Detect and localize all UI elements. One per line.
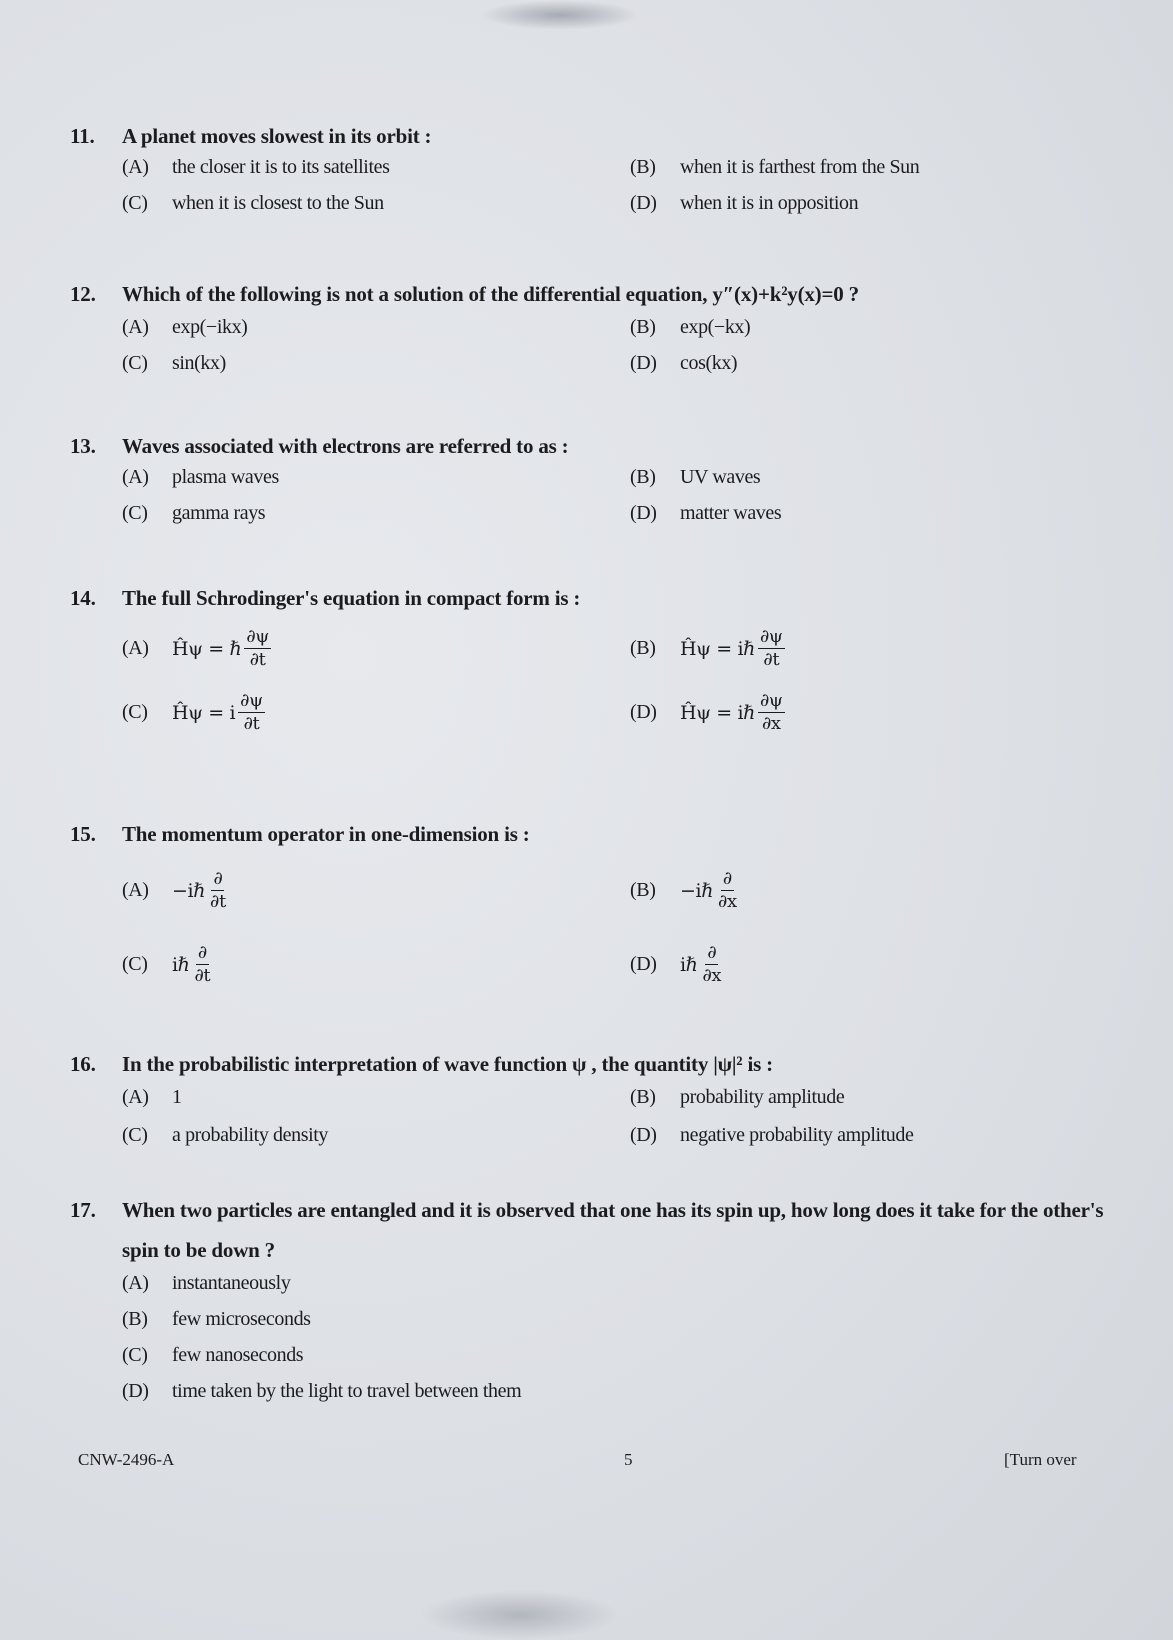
- question-stem: Which of the following is not a solution of the differential equation, y″(x)+k²y(x)=0 ?: [122, 282, 859, 306]
- option-d: (D) time taken by the light to travel between them: [122, 1380, 522, 1402]
- question-stem: The momentum operator in one-dimension is :: [122, 822, 530, 846]
- question-stem: When two particles are entangled and it is observed that one has its spin up, how long does it take for the other's spin to be down ?: [122, 1198, 1104, 1262]
- fraction: $\frac{\partial}{\partial x}$: [702, 942, 722, 986]
- operator: iℏ $\frac{\partial}{\partial t}$: [172, 942, 211, 986]
- fraction: $\frac{\partial}{\partial x}$: [718, 868, 737, 912]
- option-b: (B) −iℏ $\frac{\partial}{\partial x}$: [630, 868, 737, 912]
- equation: Ĥψ = iℏ $\frac{\partial\psi}{\partial t}$: [680, 626, 783, 670]
- option-c: (C) sin(kx): [122, 352, 226, 374]
- paper-code: CNW-2496-A: [78, 1450, 175, 1469]
- option-a: (A) the closer it is to its satellites: [122, 156, 390, 178]
- fraction: $\frac{\partial\psi}{\partial t}$: [759, 626, 783, 670]
- scan-shadow-bottom: [420, 1590, 620, 1640]
- option-b: (B) probability amplitude: [630, 1086, 845, 1108]
- option-c: (C) a probability density: [122, 1124, 329, 1146]
- option-b: (B) few microseconds: [122, 1308, 311, 1330]
- fraction: $\frac{\partial\psi}{\partial t}$: [246, 626, 269, 670]
- question-stem: Waves associated with electrons are referred to as :: [122, 434, 569, 458]
- option-c: (C) few nanoseconds: [122, 1344, 304, 1366]
- page-number: 5: [624, 1450, 633, 1469]
- fraction: $\frac{\partial}{\partial t}$: [210, 868, 226, 912]
- option-d: (D) matter waves: [630, 502, 782, 524]
- option-d: (D) when it is in opposition: [630, 192, 859, 214]
- question-number: 14.: [70, 586, 96, 610]
- option-a: (A) Ĥψ = ℏ $\frac{\partial\psi}{\partial t}$: [122, 626, 269, 670]
- question-number: 11.: [70, 124, 95, 148]
- option-c: (C) when it is closest to the Sun: [122, 192, 384, 214]
- operator: −iℏ $\frac{\partial}{\partial t}$: [172, 868, 226, 912]
- question-16: [70, 1044, 1120, 1146]
- fraction: $\frac{\partial\psi}{\partial x}$: [759, 690, 783, 734]
- question-number: 12.: [70, 282, 96, 306]
- operator: −iℏ $\frac{\partial}{\partial x}$: [680, 868, 737, 912]
- fraction: $\frac{\partial\psi}{\partial t}$: [240, 690, 263, 734]
- option-a: (A) −iℏ $\frac{\partial}{\partial t}$: [122, 868, 226, 912]
- question-number: 15.: [70, 822, 96, 846]
- option-a: (A) exp(−ikx): [122, 316, 248, 338]
- question-number: 16.: [70, 1052, 96, 1076]
- question-number: 13.: [70, 434, 96, 458]
- option-d: (D) Ĥψ = iℏ $\frac{\partial\psi}{\partial x}$: [630, 690, 783, 734]
- option-c: (C) iℏ $\frac{\partial}{\partial t}$: [122, 942, 211, 986]
- scan-shadow-top: [480, 0, 640, 30]
- question-number: 17.: [70, 1198, 96, 1222]
- turn-over-note: [Turn over: [1004, 1450, 1077, 1469]
- option-c: (C) gamma rays: [122, 502, 266, 524]
- equation: Ĥψ = ℏ $\frac{\partial\psi}{\partial t}$: [172, 626, 269, 670]
- question-13: [70, 426, 1120, 524]
- question-stem: A planet moves slowest in its orbit :: [122, 124, 432, 148]
- option-d: (D) cos(kx): [630, 352, 738, 374]
- question-12: [70, 274, 1120, 374]
- option-a: (A) instantaneously: [122, 1272, 291, 1294]
- option-b: (B) when it is farthest from the Sun: [630, 156, 920, 178]
- option-a: (A) plasma waves: [122, 466, 279, 488]
- option-b: (B) UV waves: [630, 466, 761, 488]
- question-14: [70, 578, 1120, 734]
- option-a: (A) 1: [122, 1086, 182, 1108]
- option-c: (C) Ĥψ = i $\frac{\partial\psi}{\partial t}$: [122, 690, 263, 734]
- equation: Ĥψ = iℏ $\frac{\partial\psi}{\partial x}$: [680, 690, 783, 734]
- question-15: [70, 814, 1120, 986]
- fraction: $\frac{\partial}{\partial t}$: [194, 942, 211, 986]
- option-b: (B) exp(−kx): [630, 316, 751, 338]
- option-d: (D) iℏ $\frac{\partial}{\partial x}$: [630, 942, 722, 986]
- question-11: [70, 116, 1120, 214]
- equation: Ĥψ = i $\frac{\partial\psi}{\partial t}$: [172, 690, 263, 734]
- question-17: [70, 1190, 1120, 1402]
- question-stem: In the probabilistic interpretation of wave function ψ , the quantity |ψ|² is :: [122, 1052, 773, 1076]
- option-d: (D) negative probability amplitude: [630, 1124, 914, 1146]
- operator: iℏ $\frac{\partial}{\partial x}$: [680, 942, 722, 986]
- question-stem: The full Schrodinger's equation in compact form is :: [122, 586, 581, 610]
- option-b: (B) Ĥψ = iℏ $\frac{\partial\psi}{\partial t}$: [630, 626, 783, 670]
